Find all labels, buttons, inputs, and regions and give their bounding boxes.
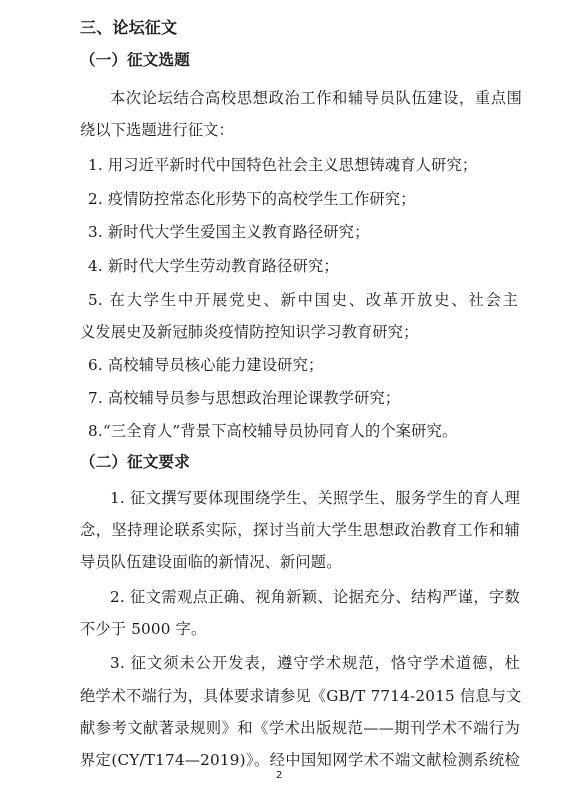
topic-item: 4. 新时代大学生劳动教育路径研究； [88, 257, 339, 275]
requirement-line: 念，坚持理论联系实际，探讨当前大学生思想政治教育工作和辅 [80, 521, 520, 539]
topic-item: 8.“三全育人”背景下高校辅导员协同育人的个案研究。 [88, 422, 458, 440]
topic-item: 2. 疫情防控常态化形势下的高校学生工作研究； [88, 190, 416, 208]
topic-item-continued: 义发展史及新冠肺炎疫情防控知识学习教育研究； [80, 323, 419, 341]
subsection-title-requirements: （二）征文要求 [80, 453, 190, 471]
requirement-line: 导员队伍建设面临的新情况、新问题。 [80, 553, 342, 571]
requirement-line: 献参考文献著录规则》和《学术出版规范——期刊学术不端行为 [80, 719, 520, 737]
topic-item: 7. 高校辅导员参与思想政治理论课教学研究； [88, 389, 401, 407]
requirement-line: 绝学术不端行为，具体要求请参见《GB/T 7714-2015 信息与文 [80, 687, 522, 705]
requirement-line: 界定(CY/T174—2019)》。经中国知网学术不端文献检测系统检 [80, 751, 520, 769]
intro-paragraph-line: 本次论坛结合高校思想政治工作和辅导员队伍建设，重点围 [110, 89, 522, 107]
topic-item: 6. 高校辅导员核心能力建设研究； [88, 356, 324, 374]
section-title: 三、论坛征文 [80, 18, 178, 37]
requirement-line: 1. 征文撰写要体现围绕学生、关照学生、服务学生的育人理 [110, 489, 520, 507]
page-number: 2 [276, 770, 283, 781]
intro-paragraph-line: 绕以下选题进行征文： [80, 121, 234, 139]
topic-item: 5. 在大学生中开展党史、新中国史、改革开放史、社会主 [88, 291, 518, 309]
topic-item: 3. 新时代大学生爱国主义教育路径研究； [88, 223, 370, 241]
subsection-title-topics: （一）征文选题 [80, 51, 190, 69]
requirement-line: 3. 征文须未公开发表，遵守学术规范，恪守学术道德，杜 [110, 654, 520, 672]
requirement-line: 不少于 5000 字。 [80, 620, 207, 638]
requirement-line: 2. 征文需观点正确、视角新颖、论据充分、结构严谨，字数 [110, 588, 520, 606]
topic-item: 1. 用习近平新时代中国特色社会主义思想铸魂育人研究； [88, 156, 478, 174]
